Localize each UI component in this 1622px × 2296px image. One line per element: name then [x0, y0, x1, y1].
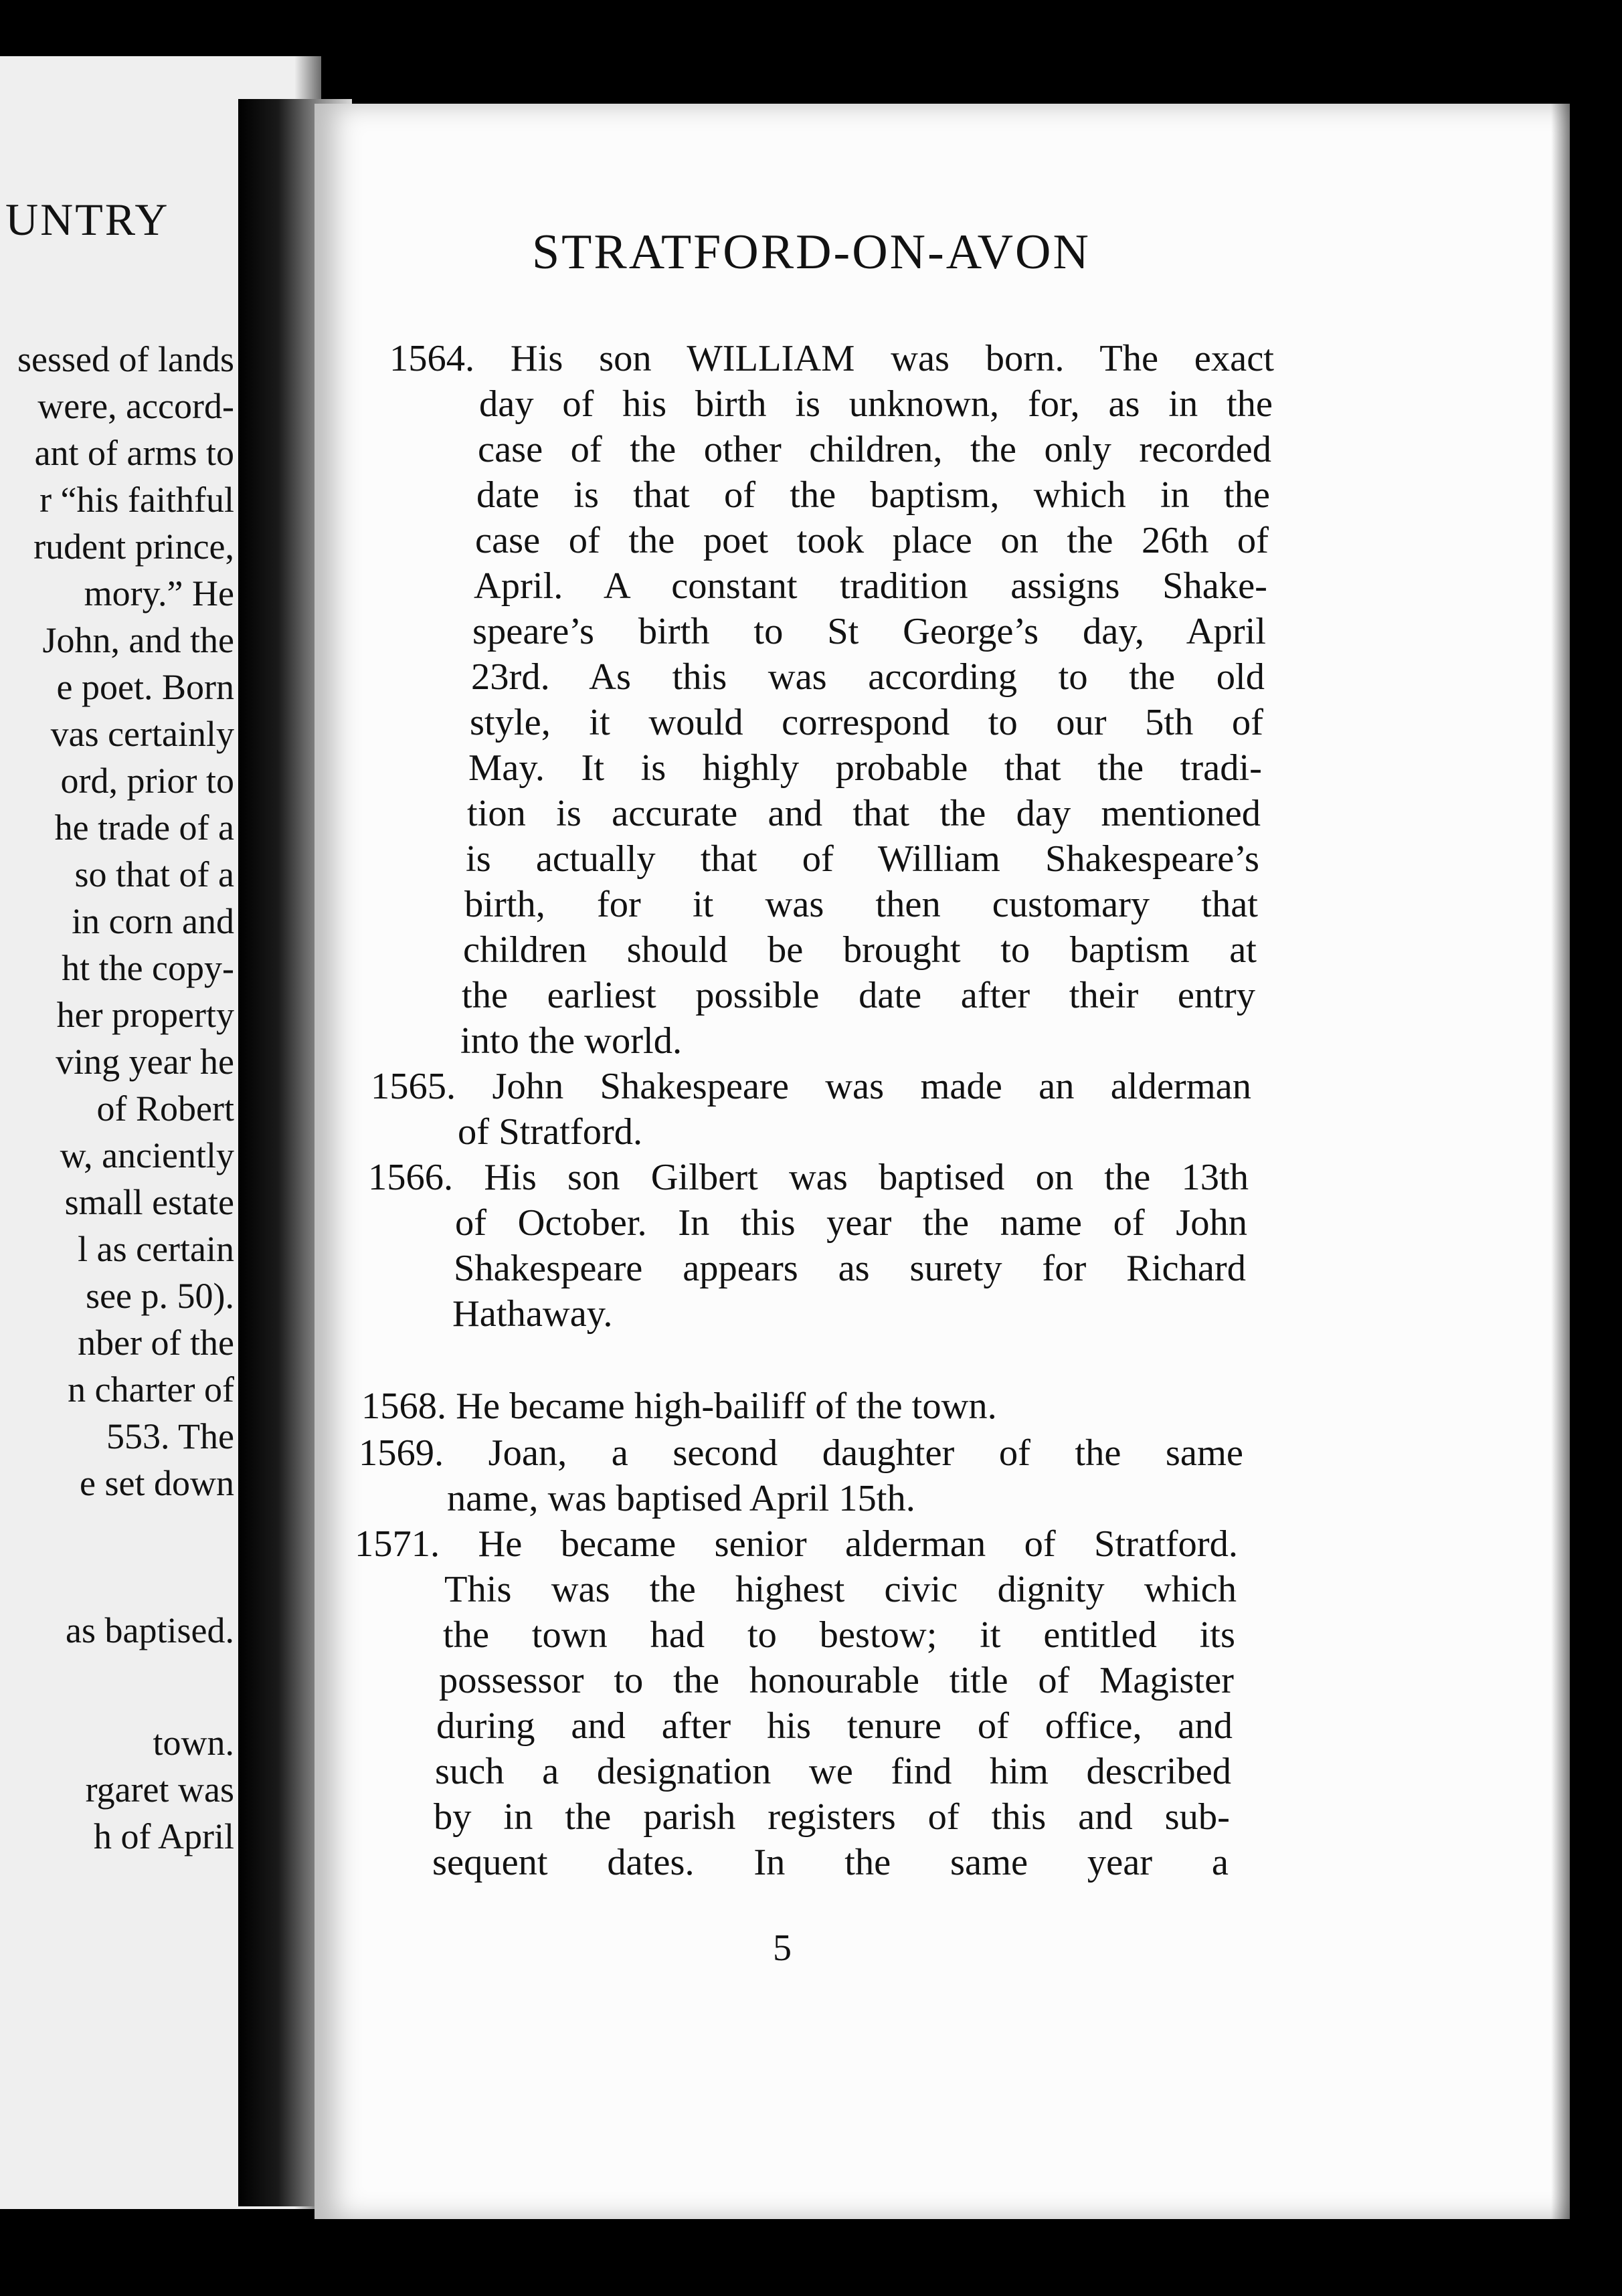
text-line: 1564. His son WILLIAM was born. The exact	[389, 338, 1274, 379]
text-line: the town had to bestow; it entitled its	[443, 1614, 1235, 1656]
text-line: style, it would correspond to our 5th of	[470, 702, 1263, 743]
left-line: h of April	[94, 1816, 234, 1856]
left-line: as baptised.	[66, 1610, 234, 1650]
text-line: birth, for it was then customary that	[464, 884, 1258, 925]
left-line: l as certain	[78, 1229, 234, 1269]
left-line: in corn and	[72, 901, 234, 941]
left-line: w, anciently	[60, 1135, 234, 1175]
text-line: during and after his tenure of office, and	[436, 1705, 1233, 1747]
text-line: 1571. He became senior alderman of Stratford.	[355, 1523, 1238, 1565]
left-line: nber of the	[78, 1323, 234, 1363]
left-line: were, accord-	[37, 386, 234, 426]
text-line: case of the other children, the only recorded	[478, 429, 1271, 470]
text-line: This was the highest civic dignity which	[444, 1569, 1237, 1610]
text-line: April. A constant tradition assigns Shake-	[474, 565, 1267, 607]
text-line: possessor to the honourable title of Magister	[439, 1660, 1234, 1701]
left-line: rudent prince,	[33, 527, 234, 567]
left-line: sessed of lands	[17, 339, 234, 379]
text-line: of Stratford.	[458, 1111, 643, 1153]
left-line: ant of arms to	[34, 433, 234, 473]
left-line: n charter of	[68, 1369, 234, 1410]
text-line: day of his birth is unknown, for, as in the	[479, 383, 1273, 425]
left-line: vas certainly	[50, 714, 234, 754]
left-line: ht the copy-	[62, 948, 234, 988]
text-line: Hathaway.	[452, 1293, 613, 1335]
left-line: of Robert	[96, 1088, 234, 1129]
left-line: ving year he	[56, 1042, 234, 1082]
left-line: e poet. Born	[56, 667, 234, 707]
left-line: small estate	[64, 1182, 234, 1222]
text-line: of October. In this year the name of John	[455, 1202, 1247, 1244]
text-line: 23rd. As this was according to the old	[471, 656, 1265, 698]
left-line: rgaret was	[85, 1769, 234, 1810]
text-line: 1565. John Shakespeare was made an alderman	[371, 1066, 1251, 1107]
text-line: into the world.	[460, 1020, 683, 1062]
text-line: tion is accurate and that the day mentioned	[467, 793, 1261, 834]
left-line: ord, prior to	[60, 761, 234, 801]
left-line: e set down	[80, 1463, 234, 1503]
text-line: date is that of the baptism, which in the	[476, 474, 1270, 516]
text-line: case of the poet took place on the 26th of	[475, 520, 1269, 561]
text-line: such a designation we find him described	[435, 1751, 1231, 1792]
text-line: children should be brought to baptism at	[463, 929, 1257, 971]
text-line: is actually that of William Shakespeare’s	[466, 838, 1259, 880]
text-line: 1566. His son Gilbert was baptised on the 13th	[368, 1157, 1249, 1198]
left-line: John, and the	[42, 620, 234, 660]
text-line: 1569. Joan, a second daughter of the same	[359, 1432, 1243, 1474]
left-line: town.	[153, 1723, 234, 1763]
page-number: 5	[773, 1927, 792, 1969]
text-line: May. It is highly probable that the tradi-	[468, 747, 1262, 789]
left-line: he trade of a	[54, 807, 234, 848]
text-line: by in the parish registers of this and sub-	[434, 1796, 1230, 1838]
left-line: mory.” He	[84, 573, 234, 613]
text-line: name, was baptised April 15th.	[447, 1478, 915, 1519]
left-running-head: UNTRY	[5, 194, 170, 245]
text-line: the earliest possible date after their entry	[462, 975, 1255, 1016]
text-line: sequent dates. In the same year a	[432, 1842, 1229, 1883]
left-line: see p. 50).	[86, 1276, 234, 1316]
left-line: so that of a	[74, 854, 234, 894]
text-line: speare’s birth to St George’s day, April	[472, 611, 1266, 652]
text-line: Shakespeare appears as surety for Richard	[454, 1248, 1246, 1289]
running-head: STRATFORD-ON-AVON	[532, 225, 1091, 280]
left-line: 553. The	[106, 1416, 234, 1456]
left-line: her property	[56, 995, 234, 1035]
left-line: r “his faithful	[39, 480, 234, 520]
text-line: 1568. He became high-bailiff of the town.	[361, 1385, 997, 1427]
